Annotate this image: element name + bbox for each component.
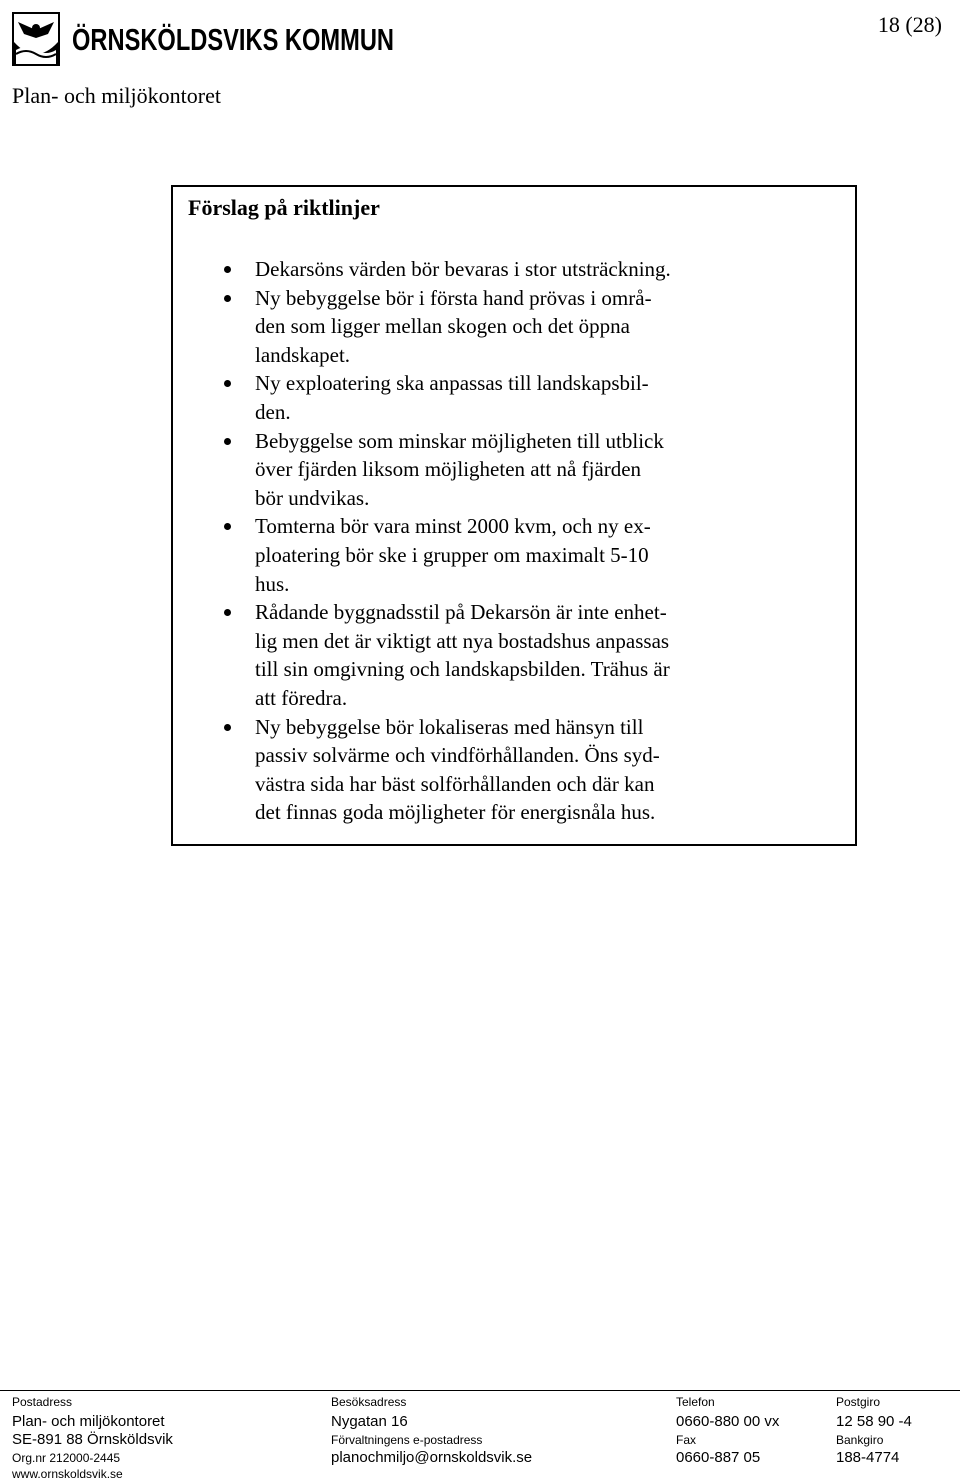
- guideline-item: [255, 598, 735, 712]
- guideline-line: Rådande byggnadsstil på Dekarsön är inte enhet-: [255, 600, 667, 625]
- guideline-line: Bebyggelse som minskar möjligheten till utblick: [255, 428, 664, 453]
- page-footer: [0, 1390, 960, 1481]
- footer-fax-label: Fax: [676, 1433, 697, 1447]
- footer-postgiro-label: Postgiro: [836, 1395, 881, 1409]
- guideline-line: Dekarsöns värden bör bevaras i stor utsträckning.: [255, 257, 671, 281]
- footer-phone-number: 0660-880 00 vx: [676, 1413, 780, 1430]
- guideline-line: till sin omgivning och landskapsbilden. Trähus är: [255, 657, 670, 682]
- footer-email: planochmiljo@ornskoldsvik.se: [331, 1449, 533, 1466]
- footer-postal-line1: Plan- och miljökontoret: [12, 1413, 165, 1430]
- footer-postal-line2: SE-891 88 Örnsköldsvik: [12, 1431, 173, 1448]
- footer-postal-label: Postadress: [12, 1395, 73, 1409]
- guideline-line: det finnas goda möjligheter för energisnåla hus.: [255, 800, 656, 825]
- guideline-line: västra sida har bäst solförhållanden och där kan: [255, 771, 655, 796]
- bullet-icon: [224, 295, 231, 302]
- bullet-icon: [224, 724, 231, 731]
- footer-visit-label: Besöksadress: [331, 1395, 407, 1409]
- guideline-line: hus.: [255, 571, 290, 596]
- footer-visit-street: Nygatan 16: [331, 1413, 408, 1430]
- guidelines-box: [171, 185, 857, 846]
- bullet-icon: [224, 266, 231, 273]
- guideline-item: [255, 427, 735, 513]
- guideline-line: Ny bebyggelse bör i första hand prövas i områ-: [255, 285, 652, 310]
- footer-bankgiro-number: 188-4774: [836, 1449, 900, 1466]
- footer-org-number: Org.nr 212000-2445: [12, 1451, 121, 1465]
- guideline-line: ploatering bör ske i grupper om maximalt 5-10: [255, 542, 649, 567]
- guideline-line: att föredra.: [255, 685, 348, 710]
- bullet-icon: [224, 609, 231, 616]
- page-number: 18 (28): [877, 12, 942, 37]
- bullet-icon: [224, 438, 231, 445]
- guideline-line: Ny exploatering ska anpassas till landskapsbil-: [255, 371, 649, 396]
- guideline-item: [255, 713, 735, 827]
- guideline-line: den som ligger mellan skogen och det öppna: [255, 314, 630, 339]
- guideline-line: den.: [255, 399, 291, 424]
- guideline-line: över fjärden liksom möjligheten att nå fjärden: [255, 457, 642, 482]
- footer-bankgiro-label: Bankgiro: [836, 1433, 884, 1447]
- footer-postgiro-number: 12 58 90 -4: [836, 1413, 912, 1430]
- footer-fax-number: 0660-887 05: [676, 1449, 761, 1466]
- guideline-line: bör undvikas.: [255, 485, 370, 510]
- guideline-line: lig men det är viktigt att nya bostadshus anpassas: [255, 628, 670, 653]
- guidelines-title: Förslag på riktlinjer: [188, 195, 380, 220]
- municipality-logo: [10, 8, 410, 70]
- footer-email-label: Förvaltningens e-postadress: [331, 1433, 483, 1447]
- bullet-icon: [224, 380, 231, 387]
- footer-website: www.ornskoldsvik.se: [12, 1467, 123, 1481]
- logo-wordmark: ÖRNSKÖLDSVIKS KOMMUN: [72, 22, 394, 57]
- guideline-line: Ny bebyggelse bör lokaliseras med hänsyn till: [255, 714, 644, 739]
- guideline-line: passiv solvärme och vindförhållanden. Öns syd-: [255, 743, 660, 768]
- guidelines-list: [173, 255, 735, 827]
- guideline-item: [255, 255, 735, 284]
- guideline-item: [255, 512, 735, 598]
- guideline-line: landskapet.: [255, 342, 351, 367]
- bullet-icon: [224, 523, 231, 530]
- department-name: Plan- och miljökontoret: [12, 83, 221, 108]
- guideline-line: Tomterna bör vara minst 2000 kvm, och ny ex-: [255, 514, 651, 539]
- footer-phone-label: Telefon: [676, 1395, 715, 1409]
- guideline-item: [255, 369, 735, 426]
- guideline-item: [255, 284, 735, 370]
